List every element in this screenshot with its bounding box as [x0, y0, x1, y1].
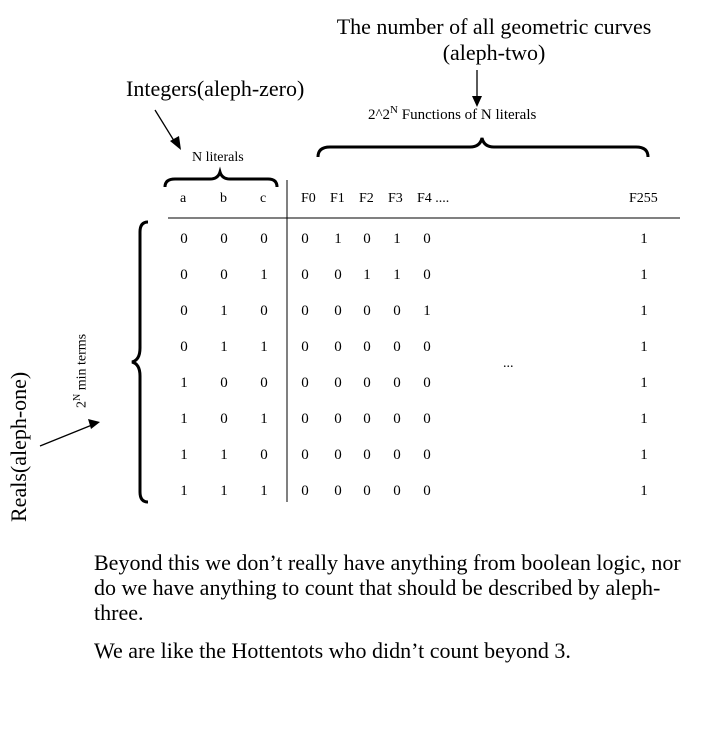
function-cell: 0: [301, 447, 309, 463]
function-cell: 0: [423, 411, 431, 427]
literal-cell: 0: [220, 411, 228, 427]
literal-header-b: b: [220, 191, 227, 206]
top-title: [300, 14, 688, 66]
function-cell: 1: [423, 303, 431, 319]
function-header-f255: F255: [629, 191, 658, 206]
minterms-label-suffix: min terms: [74, 333, 90, 394]
function-header-f2: F2: [359, 191, 374, 206]
literal-cell: 1: [260, 411, 268, 427]
function-cell: 0: [334, 411, 342, 427]
function-cell: 0: [334, 267, 342, 283]
minterms-label-sup: N: [72, 393, 83, 401]
minterms-label-prefix: 2: [74, 401, 90, 408]
function-cell: 1: [393, 267, 401, 283]
functions-label: [368, 104, 536, 124]
function-cell-f255: 1: [640, 411, 648, 427]
function-cell: 0: [393, 447, 401, 463]
function-cell: 1: [363, 267, 371, 283]
function-cell: 0: [363, 411, 371, 427]
function-cell: 0: [334, 447, 342, 463]
function-cell-f255: 1: [640, 267, 648, 283]
function-cell: 0: [393, 303, 401, 319]
function-cell: 0: [393, 339, 401, 355]
literal-cell: 0: [260, 231, 268, 247]
function-cell: 0: [301, 339, 309, 355]
literal-cell: 1: [180, 411, 188, 427]
function-header-f0: F0: [301, 191, 316, 206]
function-header-f4: F4 ....: [417, 191, 450, 206]
function-cell: 0: [301, 483, 309, 499]
note-paragraph-1: Beyond this we don’t really have anything from boolean logic, nor do we have anything to count that should be described by aleph-three.: [94, 550, 681, 625]
function-cell: 0: [393, 375, 401, 391]
functions-label-prefix: 2^2: [368, 107, 391, 123]
minterms-label: [72, 334, 91, 408]
function-cell: 0: [423, 447, 431, 463]
reals-arrowhead: [88, 419, 100, 429]
literal-cell: 1: [220, 447, 228, 463]
function-cell-f255: 1: [640, 231, 648, 247]
literal-cell: 1: [180, 447, 188, 463]
function-cell: 0: [334, 483, 342, 499]
literal-cell: 1: [260, 339, 268, 355]
reals-label: Reals(aleph-one): [6, 371, 31, 522]
literal-header-a: a: [180, 191, 187, 206]
function-cell: 0: [363, 375, 371, 391]
literal-cell: 0: [220, 231, 228, 247]
function-cell: 0: [393, 483, 401, 499]
function-cell: 0: [334, 339, 342, 355]
literal-cell: 0: [180, 303, 188, 319]
function-cell: 0: [363, 231, 371, 247]
function-cell: 0: [423, 483, 431, 499]
literal-cell: 0: [180, 339, 188, 355]
function-cell: 0: [301, 267, 309, 283]
literal-cell: 0: [220, 267, 228, 283]
literal-cell: 1: [220, 303, 228, 319]
function-cell: 0: [301, 303, 309, 319]
functions-label-suffix: Functions of N literals: [398, 107, 537, 123]
literals-brace: [165, 172, 277, 187]
literal-header-c: c: [260, 191, 267, 206]
literal-cell: 0: [180, 267, 188, 283]
literal-cell: 0: [180, 231, 188, 247]
function-cell: 0: [423, 375, 431, 391]
function-cell: 0: [301, 231, 309, 247]
function-cell: 0: [423, 267, 431, 283]
literal-cell: 1: [180, 483, 188, 499]
minterms-brace: [132, 222, 148, 502]
function-cell-f255: 1: [640, 375, 648, 391]
function-cell: 1: [334, 231, 342, 247]
literal-cell: 0: [260, 375, 268, 391]
function-cell-f255: 1: [640, 339, 648, 355]
function-cell-f255: 1: [640, 483, 648, 499]
note-paragraph-2: We are like the Hottentots who didn’t count beyond 3.: [94, 638, 571, 663]
literal-cell: 1: [180, 375, 188, 391]
function-cell: 1: [393, 231, 401, 247]
function-cell: 0: [393, 411, 401, 427]
function-cell: 0: [423, 339, 431, 355]
integers-arrow: [155, 110, 176, 144]
reals-arrow: [40, 425, 92, 446]
function-cell: 0: [363, 483, 371, 499]
title-line-1: The number of all geometric curves: [336, 14, 652, 39]
function-cell: 0: [334, 375, 342, 391]
literal-cell: 1: [260, 483, 268, 499]
note-text: [94, 550, 704, 676]
literal-cell: 0: [260, 447, 268, 463]
literal-cell: 0: [220, 375, 228, 391]
function-cell: 0: [363, 339, 371, 355]
integers-label: Integers(aleph-zero): [126, 76, 305, 101]
function-header-f3: F3: [388, 191, 403, 206]
function-cell: 0: [301, 375, 309, 391]
function-cell: 0: [363, 303, 371, 319]
function-cell-f255: 1: [640, 303, 648, 319]
literal-cell: 1: [220, 339, 228, 355]
function-cell: 0: [423, 231, 431, 247]
function-cell: 0: [334, 303, 342, 319]
n-literals-label: N literals: [192, 150, 244, 165]
functions-brace: [318, 138, 648, 157]
literal-cell: 0: [260, 303, 268, 319]
function-header-f1: F1: [330, 191, 345, 206]
title-line-2: (aleph-two): [442, 40, 546, 65]
function-cell-f255: 1: [640, 447, 648, 463]
literal-cell: 1: [260, 267, 268, 283]
literal-cell: 1: [220, 483, 228, 499]
function-cell: 0: [301, 411, 309, 427]
table-ellipsis: ...: [503, 356, 514, 371]
function-cell: 0: [363, 447, 371, 463]
functions-label-sup: N: [390, 104, 398, 116]
